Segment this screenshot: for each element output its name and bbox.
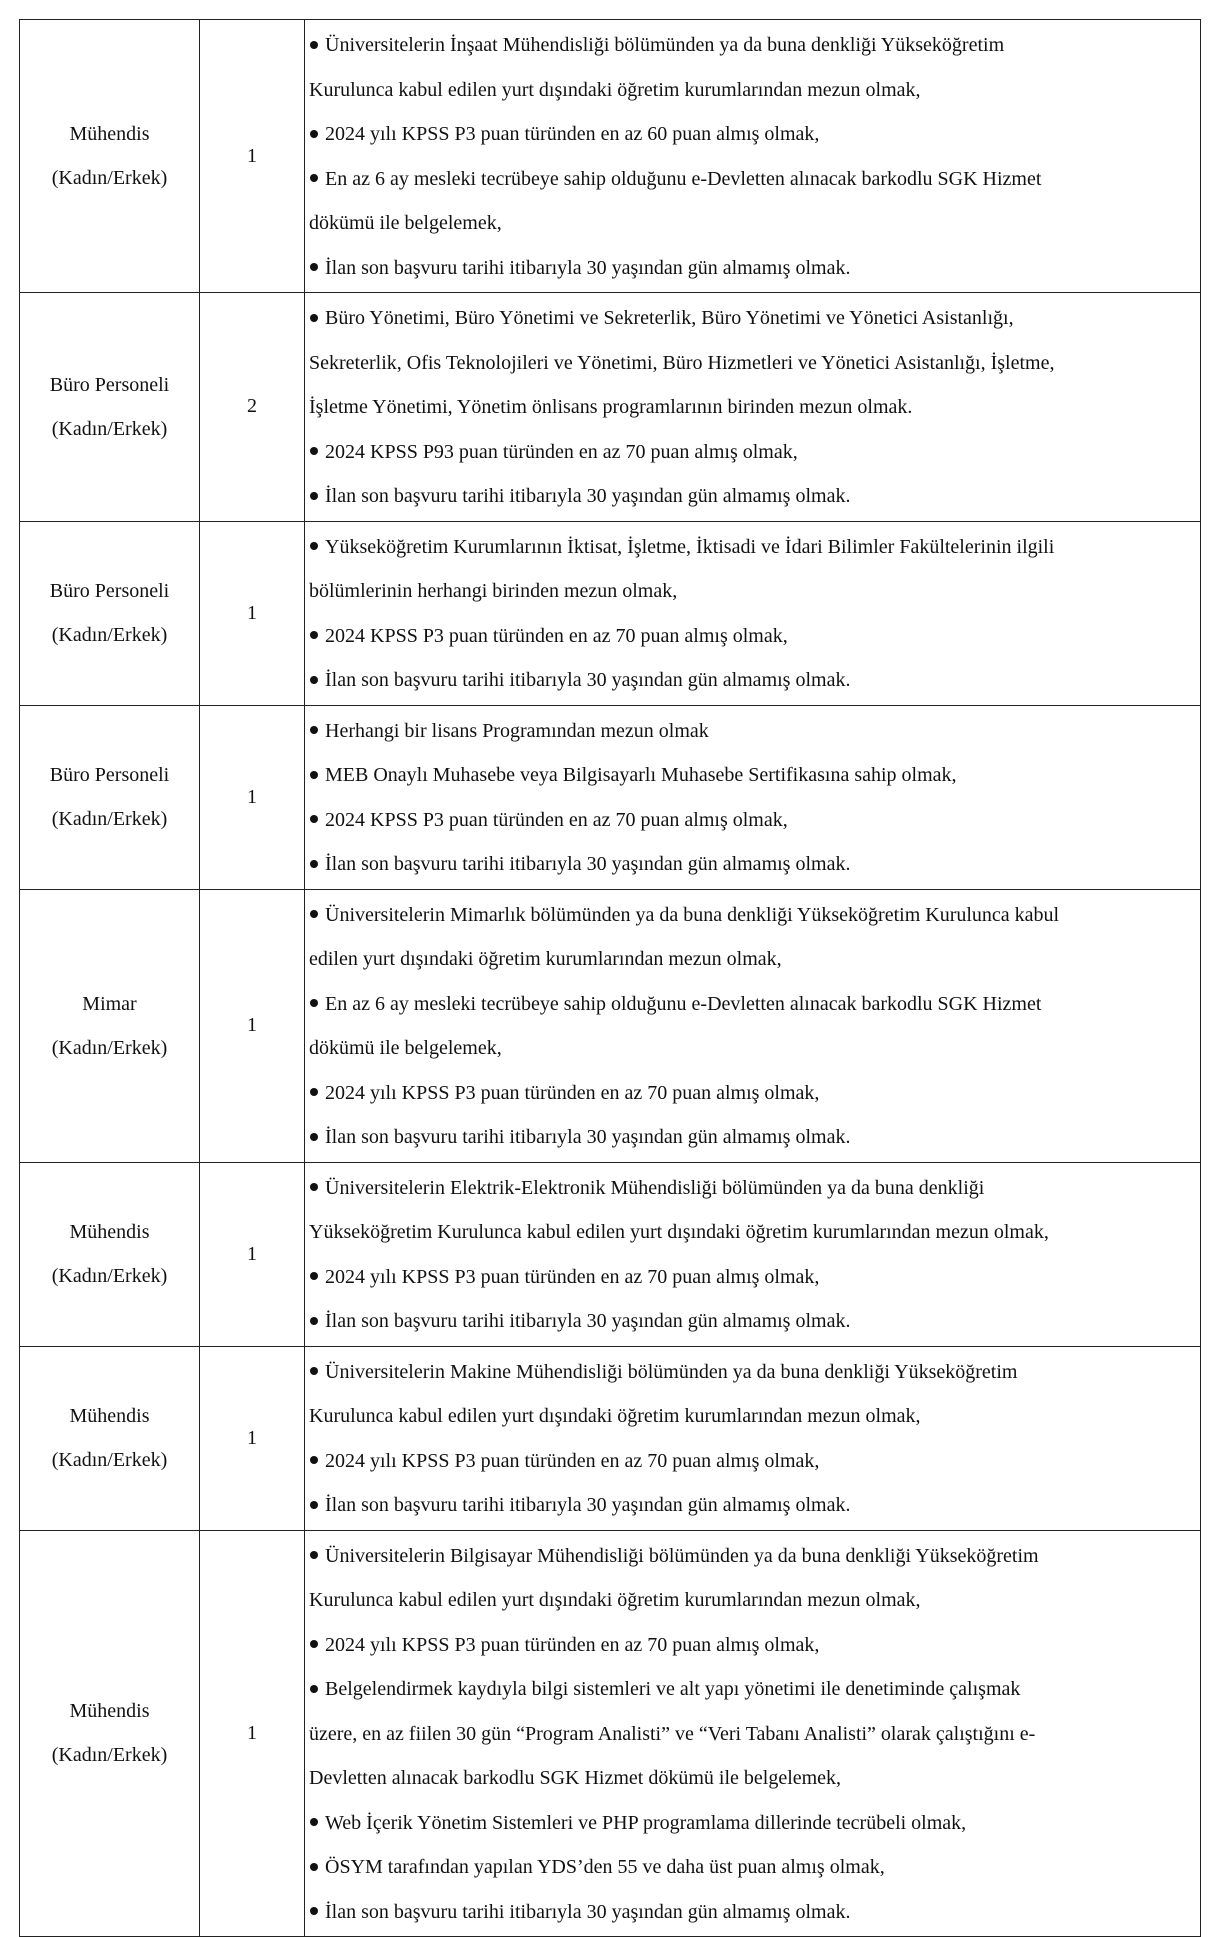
requirement-line (309, 753, 1194, 798)
requirement-line (309, 430, 1194, 475)
requirement-line (309, 893, 1194, 938)
bullet-icon (310, 1367, 318, 1375)
requirement-line (309, 1667, 1194, 1712)
bullet-icon (310, 1551, 318, 1559)
table-row (20, 293, 1201, 522)
requirements-cell (305, 20, 1201, 293)
requirements-cell (305, 1530, 1201, 1937)
table-row (20, 1346, 1201, 1530)
requirement-line (309, 1350, 1194, 1395)
requirement-line (309, 614, 1194, 659)
headcount-cell: 1 (200, 1530, 305, 1937)
requirement-line (309, 658, 1194, 703)
bullet-icon (310, 1183, 318, 1191)
requirement-text: ÖSYM tarafından yapılan YDS’den 55 ve daha üst puan almış olmak, (325, 1856, 885, 1878)
requirements-cell (305, 521, 1201, 705)
bullet-icon (310, 676, 318, 684)
bullet-icon (310, 1456, 318, 1464)
requirement-line (309, 1845, 1194, 1890)
requirement-line (309, 341, 1194, 386)
position-title-line: (Kadın/Erkek) (51, 417, 168, 440)
bullet-icon (310, 1818, 318, 1826)
position-title-line: (Kadın/Erkek) (51, 624, 168, 646)
bullet-icon (310, 860, 318, 868)
requirement-text: Devletten alınacak barkodlu SGK Hizmet dökümü ile belgelemek, (309, 1767, 842, 1789)
requirement-line (309, 937, 1194, 982)
table-row (20, 705, 1201, 889)
requirement-text: 2024 yılı KPSS P3 puan türünden en az 70 puan almış olmak, (325, 1081, 820, 1104)
requirement-line (309, 1026, 1194, 1071)
requirement-text: Üniversitelerin Bilgisayar Mühendisliği bölümünden ya da buna denkliği Yükseköğretim (325, 1544, 1039, 1567)
requirement-text: Üniversitelerin İnşaat Mühendisliği bölümünden ya da buna denkliği Yükseköğretim (325, 34, 1005, 56)
requirement-line (309, 1534, 1194, 1579)
requirement-line (309, 68, 1194, 113)
headcount-cell: 1 (200, 521, 305, 705)
requirements-cell (305, 293, 1201, 522)
requirement-text: edilen yurt dışındaki öğretim kurumlarından mezun olmak, (309, 948, 782, 970)
position-title-line: Mimar (82, 992, 137, 1015)
table-body (20, 20, 1201, 1937)
requirement-text: 2024 KPSS P93 puan türünden en az 70 puan almış olmak, (325, 440, 798, 463)
position-cell (20, 705, 200, 889)
headcount-cell: 1 (200, 705, 305, 889)
requirement-text: Herhangi bir lisans Programından mezun olmak (325, 719, 709, 742)
position-title-line: (Kadın/Erkek) (51, 167, 168, 189)
requirement-line (309, 1115, 1194, 1160)
requirement-text: dökümü ile belgelemek, (309, 212, 502, 234)
requirement-text: İlan son başvuru tarihi itibarıyla 30 yaşından gün almamış olmak. (325, 853, 851, 875)
headcount-cell: 1 (200, 1346, 305, 1530)
requirement-line (309, 1483, 1194, 1528)
position-cell (20, 293, 200, 522)
requirement-text: Kurulunca kabul edilen yurt dışındaki öğretim kurumlarından mezun olmak, (309, 1405, 921, 1427)
requirement-line (309, 296, 1194, 341)
headcount-cell: 2 (200, 293, 305, 522)
position-title-line: Büro Personeli (49, 373, 170, 396)
requirement-text: Üniversitelerin Mimarlık bölümünden ya da buna denkliği Yükseköğretim Kurulunca kabul (325, 903, 1060, 926)
bullet-icon (310, 1907, 318, 1915)
requirement-text: Yükseköğretim Kurulunca kabul edilen yurt dışındaki öğretim kurumlarından mezun olmak, (309, 1221, 1049, 1243)
requirement-text: Üniversitelerin Elektrik-Elektronik Mühendisliği bölümünden ya da buna denkliği (325, 1176, 985, 1199)
requirement-text: 2024 yılı KPSS P3 puan türünden en az 60 puan almış olmak, (325, 123, 820, 145)
bullet-icon (310, 1317, 318, 1325)
bullet-icon (310, 1272, 318, 1280)
bullet-icon (310, 1133, 318, 1141)
position-title-line: Büro Personeli (49, 764, 170, 786)
requirement-text: MEB Onaylı Muhasebe veya Bilgisayarlı Muhasebe Sertifikasına sahip olmak, (325, 764, 957, 786)
requirement-line (309, 23, 1194, 68)
requirement-line (309, 1578, 1194, 1623)
requirement-text: 2024 yılı KPSS P3 puan türünden en az 70 puan almış olmak, (325, 1449, 820, 1472)
requirement-text: İlan son başvuru tarihi itibarıyla 30 yaşından gün almamış olmak. (325, 1494, 851, 1516)
requirement-text: Yükseköğretim Kurumlarının İktisat, İşletme, İktisadi ve İdari Bilimler Fakültelerinin ilgili (325, 535, 1055, 558)
position-title-line: Mühendis (69, 1700, 150, 1723)
position-title-line: Mühendis (69, 123, 150, 145)
requirements-table (19, 19, 1201, 1937)
bullet-icon (310, 1685, 318, 1693)
headcount-cell: 1 (200, 20, 305, 293)
requirement-line (309, 112, 1194, 157)
requirement-text: bölümlerinin herhangi birinden mezun olmak, (309, 580, 678, 602)
requirement-line (309, 1756, 1194, 1801)
requirement-text: 2024 yılı KPSS P3 puan türünden en az 70 puan almış olmak, (325, 1265, 820, 1288)
bullet-icon (310, 447, 318, 455)
requirement-line (309, 709, 1194, 754)
requirements-cell (305, 889, 1201, 1162)
requirement-line (309, 385, 1194, 430)
requirement-line (309, 525, 1194, 570)
requirement-text: İşletme Yönetimi, Yönetim önlisans programlarının birinden mezun olmak. (309, 396, 913, 418)
requirement-text: İlan son başvuru tarihi itibarıyla 30 yaşından gün almamış olmak. (325, 485, 851, 507)
position-cell (20, 521, 200, 705)
bullet-icon (310, 910, 318, 918)
bullet-icon (310, 492, 318, 500)
headcount-cell: 1 (200, 1162, 305, 1346)
position-title-line: Mühendis (69, 1405, 150, 1427)
bullet-icon (310, 314, 318, 322)
requirement-line (309, 1712, 1194, 1757)
position-title-line: (Kadın/Erkek) (51, 1744, 168, 1767)
table-row (20, 1162, 1201, 1346)
requirement-text: Sekreterlik, Ofis Teknolojileri ve Yönetimi, Büro Hizmetleri ve Yönetici Asistanlığı, İşletme, (309, 351, 1055, 374)
bullet-icon (310, 130, 318, 138)
requirement-line (309, 1439, 1194, 1484)
requirement-line (309, 246, 1194, 291)
requirement-text: En az 6 ay mesleki tecrübeye sahip olduğunu e-Devletten alınacak barkodlu SGK Hizmet (325, 167, 1042, 190)
requirement-text: üzere, en az fiilen 30 gün “Program Analisti” ve “Veri Tabanı Analisti” olarak çalıştığını e- (309, 1722, 1036, 1745)
position-title-line: (Kadın/Erkek) (51, 1265, 168, 1287)
table-row (20, 521, 1201, 705)
requirement-line (309, 1801, 1194, 1846)
requirement-line (309, 982, 1194, 1027)
requirement-text: 2024 KPSS P3 puan türünden en az 70 puan almış olmak, (325, 808, 788, 831)
headcount-cell: 1 (200, 889, 305, 1162)
requirement-line (309, 1623, 1194, 1668)
position-title-line: Büro Personeli (49, 580, 170, 602)
bullet-icon (310, 1088, 318, 1096)
bullet-icon (310, 542, 318, 550)
bullet-icon (310, 1863, 318, 1871)
requirement-line (309, 798, 1194, 843)
table-row (20, 1530, 1201, 1937)
position-cell (20, 20, 200, 293)
requirement-text: İlan son başvuru tarihi itibarıyla 30 yaşından gün almamış olmak. (325, 1900, 851, 1923)
bullet-icon (310, 815, 318, 823)
position-cell (20, 889, 200, 1162)
bullet-icon (310, 631, 318, 639)
position-title-line: (Kadın/Erkek) (51, 808, 168, 830)
table-row (20, 20, 1201, 293)
bullet-icon (310, 1640, 318, 1648)
requirement-text: Belgelendirmek kaydıyla bilgi sistemleri ve alt yapı yönetimi ile denetiminde çalışmak (325, 1678, 1021, 1700)
requirement-line (309, 1255, 1194, 1300)
requirements-cell (305, 1162, 1201, 1346)
requirement-text: 2024 KPSS P3 puan türünden en az 70 puan almış olmak, (325, 624, 788, 647)
bullet-icon (310, 771, 318, 779)
requirement-text: En az 6 ay mesleki tecrübeye sahip olduğunu e-Devletten alınacak barkodlu SGK Hizmet (325, 992, 1042, 1015)
bullet-icon (310, 174, 318, 182)
requirement-text: İlan son başvuru tarihi itibarıyla 30 yaşından gün almamış olmak. (325, 1310, 851, 1332)
requirement-line (309, 201, 1194, 246)
requirement-line (309, 842, 1194, 887)
requirement-line (309, 569, 1194, 614)
requirement-text: İlan son başvuru tarihi itibarıyla 30 yaşından gün almamış olmak. (325, 669, 851, 691)
requirement-line (309, 474, 1194, 519)
requirement-text: dökümü ile belgelemek, (309, 1037, 502, 1059)
position-cell (20, 1162, 200, 1346)
bullet-icon (310, 41, 318, 49)
requirement-text: İlan son başvuru tarihi itibarıyla 30 yaşından gün almamış olmak. (325, 256, 851, 279)
requirement-line (309, 157, 1194, 202)
position-title-line: (Kadın/Erkek) (51, 1036, 168, 1059)
requirement-text: Üniversitelerin Makine Mühendisliği bölümünden ya da buna denkliği Yükseköğretim (325, 1360, 1018, 1383)
requirement-line (309, 1299, 1194, 1344)
requirement-line (309, 1890, 1194, 1935)
requirement-text: Kurulunca kabul edilen yurt dışındaki öğretim kurumlarından mezun olmak, (309, 1589, 921, 1611)
requirement-text: 2024 yılı KPSS P3 puan türünden en az 70 puan almış olmak, (325, 1633, 820, 1656)
requirements-cell (305, 705, 1201, 889)
bullet-icon (310, 999, 318, 1007)
requirement-text: İlan son başvuru tarihi itibarıyla 30 yaşından gün almamış olmak. (325, 1126, 851, 1148)
requirements-cell (305, 1346, 1201, 1530)
table-row (20, 889, 1201, 1162)
bullet-icon (310, 1501, 318, 1509)
bullet-icon (310, 263, 318, 271)
position-title-line: Mühendis (69, 1221, 150, 1243)
requirement-line (309, 1166, 1194, 1211)
requirement-line (309, 1071, 1194, 1116)
requirement-text: Kurulunca kabul edilen yurt dışındaki öğretim kurumlarından mezun olmak, (309, 78, 921, 101)
requirement-line (309, 1210, 1194, 1255)
requirement-text: Büro Yönetimi, Büro Yönetimi ve Sekreterlik, Büro Yönetimi ve Yönetici Asistanlığı, (325, 307, 1014, 329)
requirement-text: Web İçerik Yönetim Sistemleri ve PHP programlama dillerinde tecrübeli olmak, (325, 1811, 967, 1834)
bullet-icon (310, 726, 318, 734)
requirement-line (309, 1394, 1194, 1439)
position-cell (20, 1346, 200, 1530)
position-title-line: (Kadın/Erkek) (51, 1449, 168, 1471)
position-cell (20, 1530, 200, 1937)
